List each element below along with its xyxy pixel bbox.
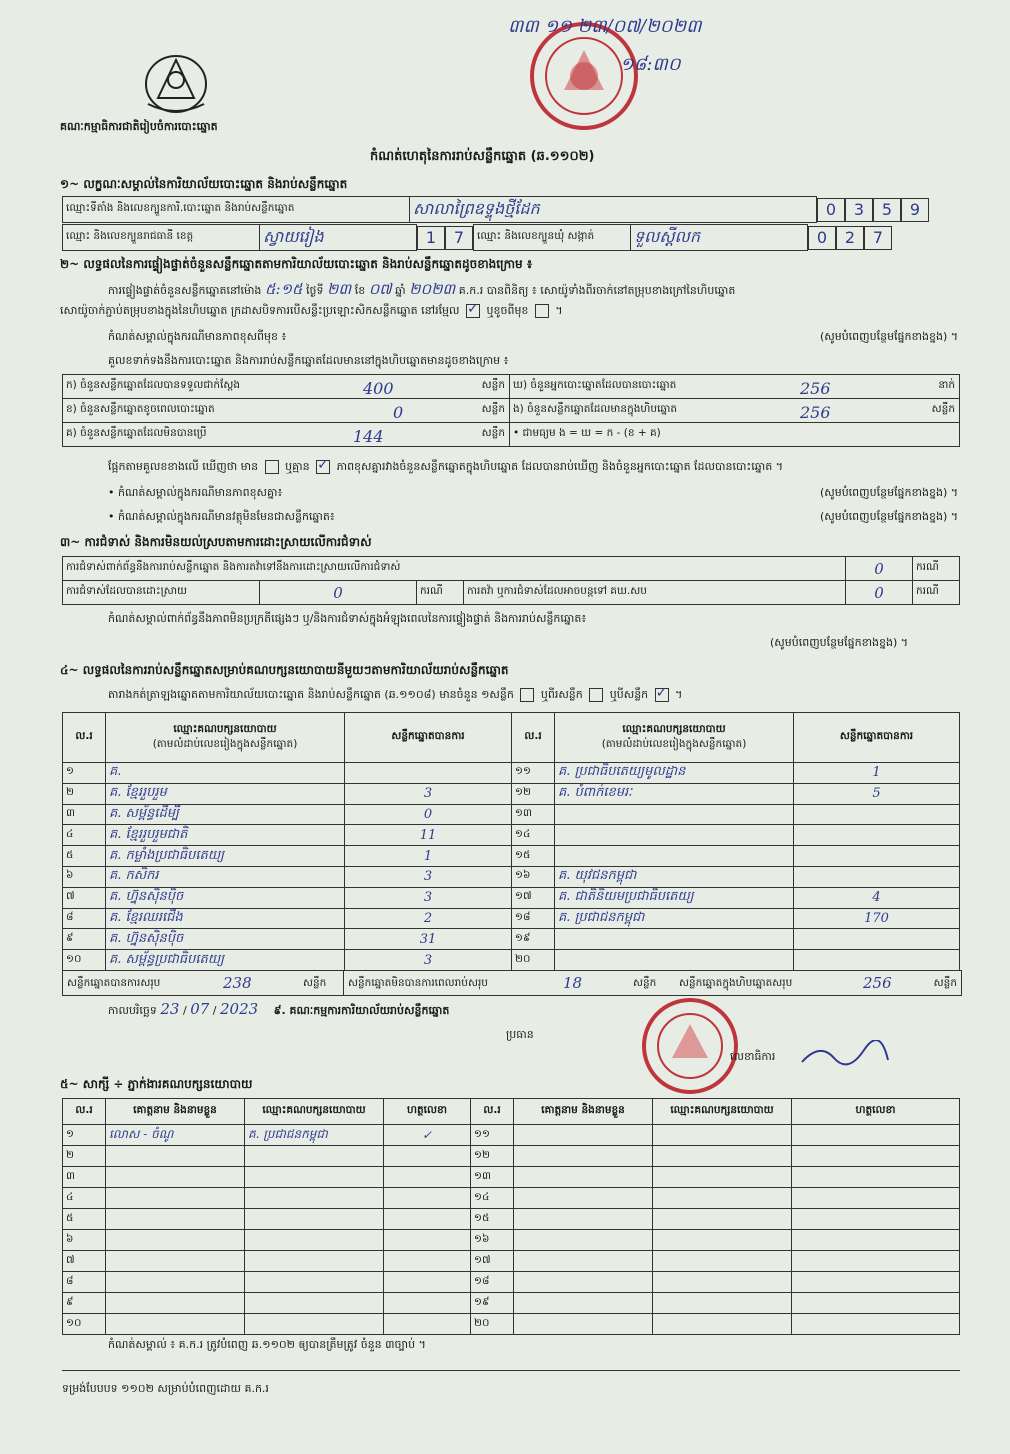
verification-text: ការផ្ទៀងផ្ទាត់ចំនួនសន្លឹកឆ្នោតនៅម៉ោង <box>108 284 262 297</box>
row-number: ១៦ <box>512 866 555 887</box>
stamp-note: ៣៣ ១១ ២៣/០៧/២០២៣ <box>508 16 702 37</box>
count-value: 256 <box>800 379 831 398</box>
row-number: ២០ <box>471 1314 514 1335</box>
commune-label: ឈ្មោះ និងលេខក្បួនឃុំ សង្កាត់ <box>474 225 631 251</box>
section5-title: ៥~ សាក្សី ÷ ភ្នាក់ងារគណបក្សនយោបាយ <box>60 1077 253 1091</box>
verification-day: ២៣ <box>327 280 352 298</box>
witness-signature <box>792 1314 960 1335</box>
party-name: គ. ខ្មែររួបរួមជាតិ <box>106 825 345 846</box>
row-number: ១៤ <box>512 825 555 846</box>
witness-footnote: កំណត់សម្គាល់ ៖ គ.ក.រ ត្រូវបំពេញ ឆ.១១០២ ឲ្យបានត្រឹមត្រូវ ចំនួន ៣ច្បាប់ ។ <box>108 1338 426 1351</box>
secretary-signature <box>800 1040 890 1074</box>
witness-party <box>245 1209 384 1230</box>
discrepancy-text: ផ្អែកតាមគួលខខាងលើ ឃើញថា មាន <box>108 460 259 473</box>
party-name: គ. បំពាក់ខេមរៈ <box>555 783 794 804</box>
footer-divider <box>62 1370 960 1371</box>
count-value: 144 <box>353 427 384 446</box>
witness-signature <box>792 1209 960 1230</box>
table-row <box>63 1125 960 1146</box>
table-row <box>63 825 960 846</box>
one-sheet-checkbox[interactable] <box>520 688 534 702</box>
vote-count <box>794 929 960 950</box>
national-emblem-icon <box>138 48 214 116</box>
party-name: គ. សម្ព័ន្ធប្រជាធិបតេយ្យ <box>106 950 345 971</box>
count-label: ក) ចំនួនសន្លឹកឆ្នោតដែលបានទទួលជាក់ស្ដែង <box>66 379 241 391</box>
party-name <box>555 846 794 867</box>
witness-signature <box>792 1293 960 1314</box>
count-label: ឃ) ចំនួនអ្នកបោះឆ្នោតដែលបានបោះឆ្នោត <box>513 379 677 391</box>
resolved-value: 0 <box>260 581 417 605</box>
table-row <box>63 929 960 950</box>
foreign-object-bullet <box>108 510 958 526</box>
table-row <box>63 1167 960 1188</box>
objection-unit: ករណី <box>913 557 960 581</box>
verification-text-2: គ.ក.រ បានពិនិត្យ ៖ សោយ៉ូទាំងពីរចាក់នៅតម្រុបខាងក្រៅនៃហិបឆ្នោត <box>458 284 736 297</box>
date-day: 23 <box>160 1000 180 1018</box>
witness-party <box>653 1167 792 1188</box>
row-number: ១៧ <box>512 887 555 908</box>
committee-signature-label: ៩. គណៈកម្មការការិយាល័យរាប់សន្លឹកឆ្នោត <box>273 1004 450 1017</box>
col-votes: សន្លឹកឆ្នោតបានការ <box>345 713 512 763</box>
witness-name <box>106 1188 245 1209</box>
witness-name <box>514 1167 653 1188</box>
party-name <box>555 929 794 950</box>
section4-title: ៤~ លទ្ធផលនៃការរាប់សន្លឹកឆ្នោតសម្រាប់គណបក្សនយោបាយនីមួយៗតាមការិយាល័យរាប់សន្លឹកឆ្នោត <box>60 663 509 677</box>
party-name <box>555 825 794 846</box>
row-number: ១១ <box>512 763 555 784</box>
appeal-label: ការតវ៉ា ឬការជំទាស់ដែលអាចបន្តទៅ គឃ.សប <box>464 581 846 605</box>
party-name: គ. ជាតិនិយមប្រជាធិបតេយ្យ <box>555 887 794 908</box>
seal-line: សោយ៉ូចាក់ភ្ជាប់តម្រុបខាងក្នុងនៃហិបឆ្នោត ក្រដាសបិទការបើសន្លឹះប្រឡោះសិកសន្លឹកឆ្នោត នៅរម្មែល ✓ ឬខូចពីមុខ ។ <box>60 304 563 320</box>
col-party: ឈ្មោះគណបក្សនយោបាយ (តាមលំដាប់លេខរៀងក្នុងសន្លឹកឆ្នោត) <box>555 713 794 763</box>
count-label: ខ) ចំនួនសន្លឹកឆ្នោតខូចពេលបោះឆ្នោត <box>66 403 215 415</box>
witness-signature <box>792 1167 960 1188</box>
total-box-value: 256 <box>863 974 892 992</box>
appeal-unit: ករណី <box>913 581 960 605</box>
vote-count: 3 <box>345 950 512 971</box>
witness-party <box>245 1146 384 1167</box>
count-unit: សន្លឹក <box>481 403 505 415</box>
witness-name <box>514 1272 653 1293</box>
witness-signature <box>792 1251 960 1272</box>
witness-name <box>514 1230 653 1251</box>
two-sheets-label: ឬពីរសន្លឹក <box>540 688 583 701</box>
ballot-counts-table <box>62 374 960 447</box>
witness-name <box>106 1272 245 1293</box>
witness-name <box>106 1314 245 1335</box>
table-row <box>63 1251 960 1272</box>
row-number: ៤ <box>63 825 106 846</box>
count-unit: នាក់ <box>938 379 955 391</box>
witness-signature <box>384 1314 471 1335</box>
appeal-value: 0 <box>846 581 913 605</box>
witness-party <box>653 1125 792 1146</box>
row-number: ១៤ <box>471 1188 514 1209</box>
party-name: គ. យុវជនកម្ពុជា <box>555 866 794 887</box>
vote-count <box>794 846 960 867</box>
party-name: គ. សម្ព័ន្ធដើម្បី <box>106 804 345 825</box>
col-party: ឈ្មោះគណបក្សនយោបាយ (តាមលំដាប់លេខរៀងក្នុងសន្លឹកឆ្នោត) <box>106 713 345 763</box>
row-number: ១ <box>63 763 106 784</box>
count-value: 256 <box>800 403 831 422</box>
verification-line <box>108 280 735 302</box>
seal-text: សោយ៉ូចាក់ភ្ជាប់តម្រុបខាងក្នុងនៃហិបឆ្នោត ក្រដាសបិទការបើសន្លឹះប្រឡោះសិកសន្លឹកឆ្នោត នៅរម្មែល <box>60 304 460 317</box>
sheet-unit: សន្លឹក <box>303 977 327 989</box>
fill-back-note: (សូមបំពេញបន្ថែមផ្នែកខាងខ្នង) ។ <box>819 330 958 343</box>
witness-signature <box>384 1293 471 1314</box>
row-number: ១១ <box>471 1125 514 1146</box>
counts-intro: គួលខទាក់ទងនឹងការបោះឆ្នោត និងការរាប់សន្លឹកឆ្នោតដែលមាននៅក្នុងហិបឆ្នោតមានដូចខាងក្រោម ៖ <box>108 354 509 367</box>
row-number: ១០ <box>63 950 106 971</box>
sheet-count-text: តារាងកត់ត្រាឡងឆ្នោតតាមការិយាល័យបោះឆ្នោត និងរាប់សន្លឹកឆ្នោត (ឆ.១១០៨) មានចំនួន ១សន្លឹក <box>108 688 514 701</box>
witness-signature <box>384 1272 471 1293</box>
table-row <box>63 1209 960 1230</box>
count-unit: សន្លឹក <box>481 427 505 439</box>
vote-count: 3 <box>345 783 512 804</box>
row-number: ១៣ <box>471 1167 514 1188</box>
witness-name <box>514 1209 653 1230</box>
row-number: ៥ <box>63 846 106 867</box>
table-row <box>63 908 960 929</box>
difference-bullet <box>108 486 958 502</box>
witness-name <box>106 1230 245 1251</box>
count-value: 0 <box>393 403 404 422</box>
no-difference-checkbox[interactable] <box>316 460 330 474</box>
witness-party <box>245 1314 384 1335</box>
objections-table <box>62 556 960 605</box>
count-value: 400 <box>363 379 394 398</box>
row-number: ៥ <box>63 1209 106 1230</box>
table-row <box>63 1293 960 1314</box>
commune-code-digit: 0 <box>808 226 836 250</box>
committee-stamp-icon <box>640 996 740 1096</box>
vote-count: 5 <box>794 783 960 804</box>
witness-party <box>245 1272 384 1293</box>
total-box-label: សន្លឹកឆ្នោតក្នុងហិបឆ្នោតសរុប <box>679 977 793 989</box>
witness-party <box>245 1293 384 1314</box>
witness-party <box>245 1188 384 1209</box>
col-no: ល.រ <box>63 713 106 763</box>
count-unit: សន្លឹក <box>481 379 505 391</box>
province-label: ឈ្មោះ និងលេខក្បួនរាជធានី ខេត្ត <box>63 225 260 251</box>
location-value: សាលាព្រៃឧទ្ទុងថ្មីដែក <box>410 197 817 223</box>
president-label: ប្រធាន <box>506 1028 534 1041</box>
vote-count: 2 <box>345 908 512 929</box>
party-name: គ. <box>106 763 345 784</box>
objection-value: 0 <box>846 557 913 581</box>
party-name: គ. ហ្វ៊ុនស៊ិនប៉ិច <box>106 887 345 908</box>
witness-signature <box>792 1146 960 1167</box>
vote-count: 4 <box>794 887 960 908</box>
table-row <box>63 1146 960 1167</box>
col-votes: សន្លឹកឆ្នោតបានការ <box>794 713 960 763</box>
vote-count: 0 <box>345 804 512 825</box>
table-row <box>63 887 960 908</box>
row-number: ៧ <box>63 1251 106 1272</box>
table-row <box>63 950 960 971</box>
witness-party <box>653 1230 792 1251</box>
row-number: ៣ <box>63 804 106 825</box>
witness-name <box>106 1146 245 1167</box>
section1-table <box>62 196 960 223</box>
fill-back-note: (សូមបំពេញបន្ថែមផ្នែកខាងខ្នង) ។ <box>819 486 958 499</box>
vote-count <box>794 866 960 887</box>
party-name: គ. ខ្មែរឈរជើង <box>106 908 345 929</box>
total-invalid-label: សន្លឹកឆ្នោតមិនបានការពេលរាប់សរុប <box>343 971 488 995</box>
vote-count: 1 <box>345 846 512 867</box>
difference-note-label: កំណត់សម្គាល់ក្នុងករណីមានភាពខុសពីមុខ ៖ <box>108 330 287 343</box>
table-row <box>63 1188 960 1209</box>
no-difference-label: ឬគ្មាន <box>285 460 310 473</box>
witness-name <box>514 1293 653 1314</box>
col-sign: ហត្ថលេខា <box>384 1099 471 1125</box>
total-invalid-value: 18 <box>563 974 583 992</box>
witness-name <box>106 1293 245 1314</box>
witness-party <box>653 1251 792 1272</box>
verification-year-label: ឆ្នាំ <box>395 284 406 297</box>
row-number: ១៩ <box>471 1293 514 1314</box>
witness-party <box>245 1167 384 1188</box>
vote-count: 3 <box>345 866 512 887</box>
row-number: ៧ <box>63 887 106 908</box>
resolved-unit: ករណី <box>417 581 464 605</box>
discrepancy-line <box>108 460 783 476</box>
location-code-digit: 9 <box>901 198 929 222</box>
objection-label: ការជំទាស់ពាក់ព័ន្ធនឹងការរាប់សន្លឹកឆ្នោត និងការតវ៉ាទៅនឹងការដោះស្រាយលើការជំទាស់ <box>63 557 846 581</box>
party-name: គ. កម្លាំងប្រជាធិបតេយ្យ <box>106 846 345 867</box>
party-name: គ. កសិករ <box>106 866 345 887</box>
witness-party <box>653 1314 792 1335</box>
date-month: 07 <box>190 1000 210 1018</box>
three-sheets-checkbox[interactable] <box>655 688 669 702</box>
witness-signature <box>384 1188 471 1209</box>
province-code-digit: 7 <box>445 226 473 250</box>
verification-year: ២០២៣ <box>409 280 456 298</box>
row-number: ៦ <box>63 1230 106 1251</box>
foreign-object-text: • កំណត់សម្គាល់ក្នុងករណីមានវត្ថុមិនមែនជាសន្លឹកឆ្នោត៖ <box>108 510 335 523</box>
form-title: កំណត់ហេតុនៃការរាប់សន្លឹកឆ្នោត (ឆ.១១០២) <box>370 149 595 164</box>
sheet-unit: សន្លឹក <box>933 977 957 989</box>
row-number: ៨ <box>63 1272 106 1293</box>
witness-signature <box>792 1188 960 1209</box>
row-number: ១០ <box>63 1314 106 1335</box>
witness-signature <box>792 1230 960 1251</box>
col-name: គោត្តនាម និងនាមខ្លួន <box>106 1099 245 1125</box>
secretary-label: លេខាធិការ <box>730 1050 776 1063</box>
witness-signature <box>384 1230 471 1251</box>
party-results-table <box>62 712 960 971</box>
table-row <box>63 1230 960 1251</box>
witness-signature <box>792 1125 960 1146</box>
broken-label: ឬខូចពីមុខ <box>486 304 529 317</box>
witness-name <box>514 1146 653 1167</box>
witness-name <box>106 1209 245 1230</box>
difference-bullet-text: • កំណត់សម្គាល់ក្នុងករណីមានភាពខុសគ្នា៖ <box>108 486 283 499</box>
witness-name <box>106 1167 245 1188</box>
verification-time: ៥:១៥ <box>264 280 303 298</box>
date-label: កាលបរិច្ឆេទ <box>108 1004 157 1017</box>
has-difference-checkbox[interactable] <box>265 460 279 474</box>
committee-name: គណៈកម្មាធិការជាតិរៀបចំការបោះឆ្នោត <box>60 120 218 133</box>
fill-back-note: (សូមបំពេញបន្ថែមផ្នែកខាងខ្នង) ។ <box>819 510 958 523</box>
row-number: ៦ <box>63 866 106 887</box>
witness-name <box>514 1251 653 1272</box>
row-number: ៨ <box>63 908 106 929</box>
intact-checkbox[interactable] <box>466 304 480 318</box>
three-sheets-label: ឬបីសន្លឹក <box>609 688 649 701</box>
date-line: កាលបរិច្ឆេទ 23 / 07 / 2023 ៩. គណៈកម្មការការិយាល័យរាប់សន្លឹកឆ្នោត <box>108 1000 450 1018</box>
witness-signature <box>384 1251 471 1272</box>
row-number: ២០ <box>512 950 555 971</box>
row-number: ១៥ <box>512 846 555 867</box>
sheet-unit: សន្លឹក <box>633 977 657 989</box>
discrepancy-text-2: ភាពខុសគ្នារវាងចំនួនសន្លឹកឆ្នោតក្នុងហិបឆ្នោត ដែលបានរាប់ឃើញ និងចំនួនអ្នកបោះឆ្នោត ដែលបានបោះឆ្នោត ។ <box>336 460 783 473</box>
table-row <box>63 846 960 867</box>
section1-table-row2 <box>62 224 960 251</box>
col-party: ឈ្មោះគណបក្សនយោបាយ <box>653 1099 792 1125</box>
province-code-digit: 1 <box>417 226 445 250</box>
commune-code-digit: 2 <box>836 226 864 250</box>
table-row <box>63 763 960 784</box>
irregularity-note: កំណត់សម្គាល់ពាក់ព័ន្ធនឹងភាពមិនប្រក្រតីផ្សេងៗ ឬ/និងការជំទាស់ក្នុងអំឡុងពេលនៃការផ្ទៀងផ្ទាត់ និងការរាប់សន្លឹកឆ្នោត៖ <box>108 612 587 625</box>
resolved-label: ការជំទាស់ដែលបានដោះស្រាយ <box>63 581 260 605</box>
two-sheets-checkbox[interactable] <box>589 688 603 702</box>
row-number: ៩ <box>63 1293 106 1314</box>
province-value: ស្វាយរៀង <box>260 225 417 251</box>
row-number: ១ <box>63 1125 106 1146</box>
verification-month: ០៧ <box>368 280 392 298</box>
witness-signature <box>792 1272 960 1293</box>
formula-note: • ជាមធ្យម ង = ឃ = ក - (ខ + គ) <box>513 427 661 439</box>
row-number: ១២ <box>471 1146 514 1167</box>
party-name: គ. ប្រជាជនកម្ពុជា <box>555 908 794 929</box>
witness-signature: ✓ <box>384 1125 471 1146</box>
party-name: គ. ខ្មែររួបរួម <box>106 783 345 804</box>
witness-party <box>653 1293 792 1314</box>
count-label: គ) ចំនួនសន្លឹកឆ្នោតដែលមិនបានប្រើ <box>66 427 207 439</box>
witness-party <box>653 1272 792 1293</box>
vote-count: 31 <box>345 929 512 950</box>
row-number: ១៥ <box>471 1209 514 1230</box>
vote-count: 3 <box>345 887 512 908</box>
commune-code-digit: 7 <box>864 226 892 250</box>
witness-name: លោស - ចំណូ <box>106 1125 245 1146</box>
witness-name <box>514 1314 653 1335</box>
witness-party <box>245 1251 384 1272</box>
party-name: គ. ហ្វ៊ុនស៊ិនប៉ិច <box>106 929 345 950</box>
party-name <box>555 950 794 971</box>
table-row <box>63 1272 960 1293</box>
count-unit: សន្លឹក <box>931 403 955 415</box>
vote-count <box>794 825 960 846</box>
location-label: ឈ្មោះទីតាំង និងលេខក្បួនការិ.បោះឆ្នោត និងរាប់សន្លឹកឆ្នោត <box>63 197 410 223</box>
total-valid-value: 238 <box>223 974 252 992</box>
witness-name <box>514 1188 653 1209</box>
table-row <box>63 866 960 887</box>
row-number: ១៨ <box>471 1272 514 1293</box>
col-sign: ហត្ថលេខា <box>792 1099 960 1125</box>
section2-title: ២~ លទ្ធផលនៃការផ្ទៀងផ្ទាត់ចំនួនសន្លឹកឆ្នោតតាមការិយាល័យបោះឆ្នោត និងរាប់សន្លឹកឆ្នោតដូចខាងក្រោម ៖ <box>60 257 533 271</box>
witness-party <box>653 1188 792 1209</box>
vote-count <box>794 950 960 971</box>
verification-day-label: ថ្ងៃទី <box>306 284 324 297</box>
row-number: ៩ <box>63 929 106 950</box>
witness-name <box>106 1251 245 1272</box>
row-number: ៣ <box>63 1167 106 1188</box>
row-number: ២ <box>63 1146 106 1167</box>
count-label: ង) ចំនួនសន្លឹកឆ្នោតដែលមានក្នុងហិបឆ្នោត <box>513 403 678 415</box>
section1-title: ១~ លក្ខណៈសម្គាល់នៃការិយាល័យបោះឆ្នោត និងរាប់សន្លឹកឆ្នោត <box>60 177 348 191</box>
row-number: ៤ <box>63 1188 106 1209</box>
col-name: គោត្តនាម និងនាមខ្លួន <box>514 1099 653 1125</box>
table-row <box>63 804 960 825</box>
vote-count <box>345 763 512 784</box>
col-party: ឈ្មោះគណបក្សនយោបាយ <box>245 1099 384 1125</box>
table-row <box>63 783 960 804</box>
witness-signature <box>384 1209 471 1230</box>
commune-value: ទួលស្ដីលក <box>631 225 808 251</box>
col-no: ល.រ <box>512 713 555 763</box>
location-code-digit: 0 <box>817 198 845 222</box>
vote-count: 170 <box>794 908 960 929</box>
verification-month-label: ខែ <box>354 284 366 297</box>
sheet-count-line: តារាងកត់ត្រាឡងឆ្នោតតាមការិយាល័យបោះឆ្នោត និងរាប់សន្លឹកឆ្នោត (ឆ.១១០៨) មានចំនួន ១សន្លឹក ឬពីរសន្លឹក ឬបីសន្លឹក ✓ ។ <box>108 688 682 704</box>
party-name: គ. ប្រជាធិបតេយ្យមូលដ្ឋាន <box>555 763 794 784</box>
totals-row <box>62 970 962 996</box>
total-valid-label: សន្លឹកឆ្នោតបានការសរុប <box>67 977 161 989</box>
location-code-digit: 3 <box>845 198 873 222</box>
witness-signature <box>384 1146 471 1167</box>
vote-count: 1 <box>794 763 960 784</box>
witness-party <box>245 1230 384 1251</box>
col-no: ល.រ <box>471 1099 514 1125</box>
date-year: 2023 <box>219 1000 259 1018</box>
table-row <box>63 1314 960 1335</box>
witness-name <box>514 1125 653 1146</box>
witness-signature <box>384 1167 471 1188</box>
row-number: ១៧ <box>471 1251 514 1272</box>
row-number: ១៦ <box>471 1230 514 1251</box>
stamp-time: ១៨:៣០ <box>620 54 681 75</box>
broken-checkbox[interactable] <box>535 304 549 318</box>
witness-party <box>653 1146 792 1167</box>
row-number: ១៣ <box>512 804 555 825</box>
fill-back-note: (សូមបំពេញបន្ថែមផ្នែកខាងខ្នង) ។ <box>770 636 909 649</box>
location-code-digit: 5 <box>873 198 901 222</box>
row-number: ១៨ <box>512 908 555 929</box>
witness-table <box>62 1098 960 1335</box>
vote-count: 11 <box>345 825 512 846</box>
witness-party <box>653 1209 792 1230</box>
witness-party: គ. ប្រជាជនកម្ពុជា <box>245 1125 384 1146</box>
section3-title: ៣~ ការជំទាស់ និងការមិនយល់ស្របតាមការដោះស្រាយលើការជំទាស់ <box>60 535 372 549</box>
footer-note: ទម្រង់បែបបទ ១១០២ សម្រាប់បំពេញដោយ គ.ក.រ <box>62 1382 269 1395</box>
row-number: ២ <box>63 783 106 804</box>
party-name <box>555 804 794 825</box>
difference-note-line <box>108 330 958 346</box>
vote-count <box>794 804 960 825</box>
row-number: ១៩ <box>512 929 555 950</box>
col-no: ល.រ <box>63 1099 106 1125</box>
row-number: ១២ <box>512 783 555 804</box>
